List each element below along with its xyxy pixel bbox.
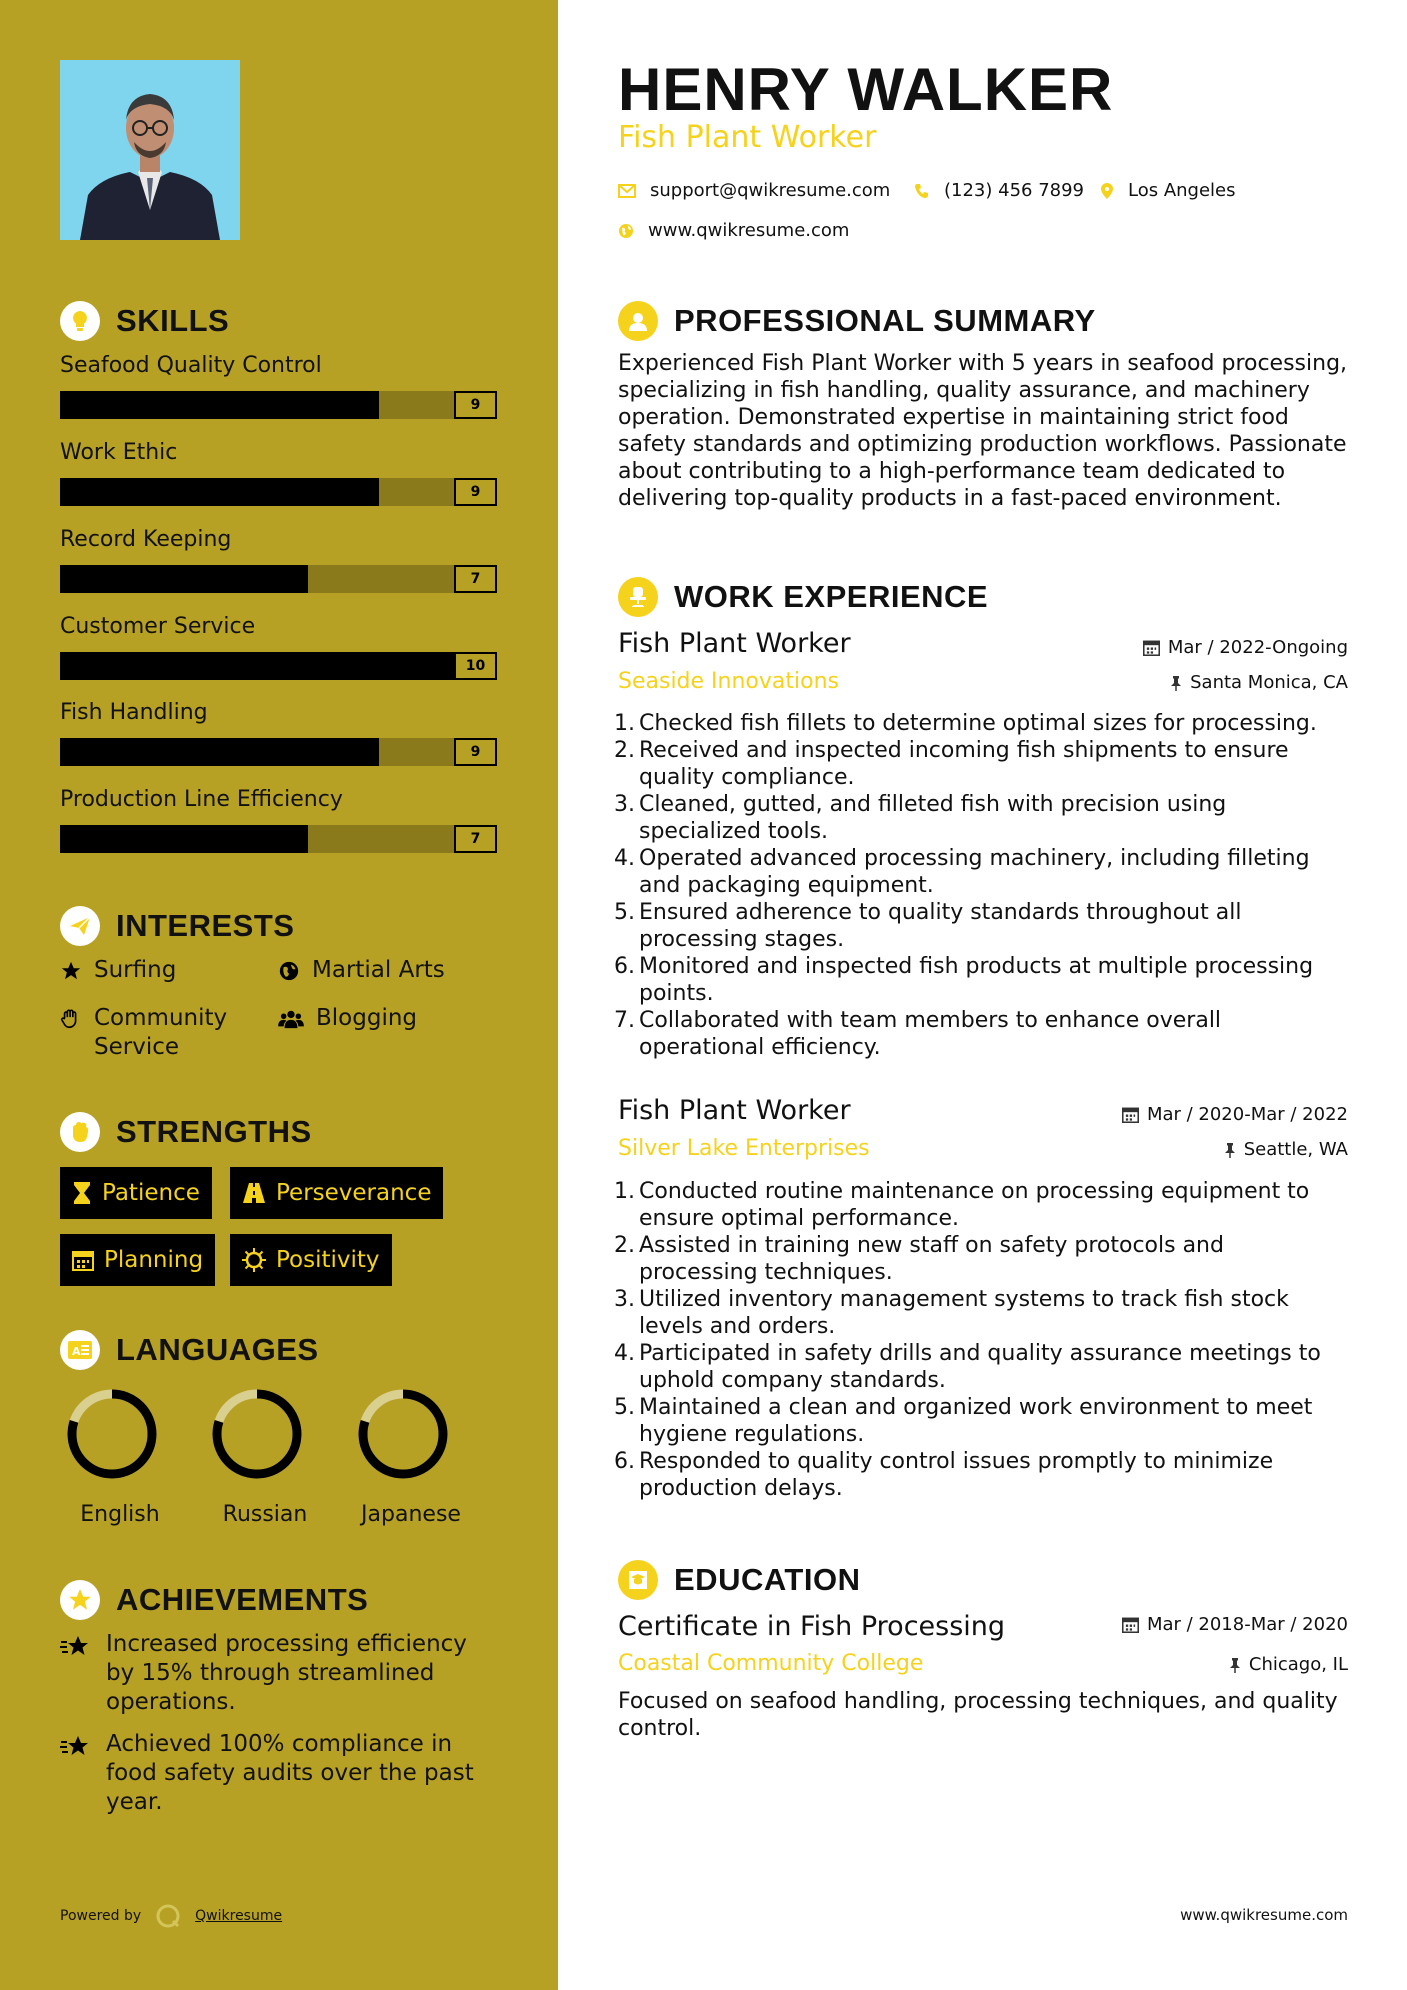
job-company: Silver Lake Enterprises bbox=[618, 1136, 870, 1161]
profile-photo bbox=[60, 60, 240, 240]
bullet-text: Received and inspected incoming fish shipments to ensure quality compliance. bbox=[639, 738, 1289, 790]
website-text[interactable]: www.qwikresume.com bbox=[648, 220, 850, 241]
skills-heading bbox=[60, 301, 229, 341]
skill-bar-fill bbox=[60, 825, 308, 853]
skill-bar bbox=[60, 825, 497, 853]
bullet-text: Operated advanced processing machinery, including filleting and packaging equipment. bbox=[639, 846, 1310, 898]
candidate-name: HENRY WALKER bbox=[618, 56, 1114, 123]
education-degree: Certificate in Fish Processing bbox=[618, 1611, 1006, 1642]
skill-level: 7 bbox=[454, 565, 497, 593]
language-label-english: English bbox=[80, 1502, 160, 1527]
skill-level: 7 bbox=[454, 825, 497, 853]
bullet-text: Utilized inventory management systems to track fish stock levels and orders. bbox=[639, 1287, 1289, 1339]
strength-patience bbox=[60, 1167, 212, 1219]
bullet-text: Maintained a clean and organized work environment to meet hygiene regulations. bbox=[639, 1395, 1313, 1447]
interests-heading bbox=[60, 906, 294, 946]
education-school: Coastal Community College bbox=[618, 1651, 924, 1676]
office-chair-icon bbox=[618, 577, 658, 617]
job-bullet-list bbox=[610, 1178, 1340, 1502]
job-location-text: Santa Monica, CA bbox=[1190, 672, 1348, 693]
bullet-text: Collaborated with team members to enhance overall operational efficiency. bbox=[639, 1008, 1222, 1060]
interest-label: Community Service bbox=[94, 1005, 228, 1060]
skill-bar-fill bbox=[60, 738, 379, 766]
svg-text:A: A bbox=[72, 1345, 81, 1358]
skill-bar-fill bbox=[60, 391, 379, 419]
bullet-text: Cleaned, gutted, and filleted fish with precision using specialized tools. bbox=[639, 792, 1227, 844]
contact-website bbox=[618, 220, 849, 241]
job-bullet bbox=[610, 791, 1340, 845]
skill-level: 10 bbox=[454, 652, 497, 680]
experience-heading bbox=[618, 577, 988, 617]
job-bullet bbox=[610, 953, 1340, 1007]
interests-title: INTERESTS bbox=[116, 908, 295, 943]
bullet-number: 3. bbox=[614, 1287, 635, 1312]
pushpin-icon bbox=[1224, 1142, 1236, 1158]
strength-label: Planning bbox=[104, 1247, 204, 1273]
email-text[interactable]: support@qwikresume.com bbox=[650, 180, 891, 201]
hourglass-icon bbox=[72, 1181, 92, 1205]
interest-surfing bbox=[60, 956, 176, 985]
user-icon bbox=[618, 301, 658, 341]
bullet-number: 4. bbox=[614, 846, 635, 871]
education-description: Focused on seafood handling, processing techniques, and quality control. bbox=[618, 1689, 1338, 1741]
calendar-icon bbox=[1122, 1616, 1139, 1633]
interest-blogging bbox=[278, 1004, 417, 1033]
fist-icon bbox=[60, 1112, 100, 1152]
language-card-icon bbox=[60, 1330, 100, 1370]
qwikresume-logo-icon bbox=[155, 1903, 181, 1929]
education-dates-text: Mar / 2018-Mar / 2020 bbox=[1146, 1614, 1348, 1635]
education-location-text: Chicago, IL bbox=[1248, 1654, 1348, 1675]
skill-name: Customer Service bbox=[60, 614, 256, 639]
bullet-number: 3. bbox=[614, 792, 635, 817]
skill-name: Production Line Efficiency bbox=[60, 787, 343, 812]
strength-label: Patience bbox=[102, 1180, 200, 1206]
bullet-text: Assisted in training new staff on safety protocols and processing techniques. bbox=[639, 1233, 1224, 1285]
contact-location bbox=[1100, 180, 1236, 201]
bullet-number: 1. bbox=[614, 1179, 635, 1204]
bullet-text: Ensured adherence to quality standards throughout all processing stages. bbox=[639, 900, 1242, 952]
job-bullet bbox=[610, 737, 1340, 791]
bullet-number: 2. bbox=[614, 738, 635, 763]
skill-bar bbox=[60, 478, 497, 506]
skill-bar-fill bbox=[60, 565, 308, 593]
lightbulb-icon bbox=[60, 301, 100, 341]
job-dates-text: Mar / 2020-Mar / 2022 bbox=[1146, 1104, 1348, 1125]
interest-label: Surfing bbox=[94, 957, 177, 983]
calendar-icon bbox=[1143, 639, 1160, 656]
job-bullet bbox=[610, 1232, 1340, 1286]
job-company: Seaside Innovations bbox=[618, 669, 839, 694]
language-label-japanese: Japanese bbox=[361, 1502, 461, 1527]
strength-planning bbox=[60, 1234, 215, 1286]
interest-label: Blogging bbox=[316, 1005, 418, 1031]
strengths-title: STRENGTHS bbox=[116, 1114, 312, 1149]
bullet-number: 6. bbox=[614, 1449, 635, 1474]
skill-bar bbox=[60, 652, 497, 680]
job-bullet bbox=[610, 1340, 1340, 1394]
education-heading bbox=[618, 1560, 860, 1600]
job-bullet bbox=[610, 845, 1340, 899]
interest-community-service bbox=[60, 1004, 260, 1062]
graduate-icon bbox=[618, 1560, 658, 1600]
summary-title: PROFESSIONAL SUMMARY bbox=[674, 303, 1096, 338]
bullet-text: Responded to quality control issues promptly to minimize production delays. bbox=[639, 1449, 1274, 1501]
bullet-number: 4. bbox=[614, 1341, 635, 1366]
star-icon bbox=[60, 960, 82, 982]
interest-label: Martial Arts bbox=[312, 957, 445, 983]
skill-bar bbox=[60, 391, 497, 419]
paper-plane-icon bbox=[60, 906, 100, 946]
job-bullet bbox=[610, 1007, 1340, 1061]
person-portrait-icon bbox=[60, 60, 240, 240]
shooting-star-icon bbox=[60, 1734, 92, 1760]
languages-heading bbox=[60, 1330, 319, 1370]
globe-icon bbox=[618, 223, 634, 239]
bullet-number: 1. bbox=[614, 711, 635, 736]
job-location bbox=[1170, 672, 1348, 693]
achievement-text: Achieved 100% compliance in food safety audits over the past year. bbox=[106, 1731, 474, 1815]
bullet-text: Conducted routine maintenance on processing equipment to ensure optimal performance. bbox=[639, 1179, 1310, 1231]
strength-label: Perseverance bbox=[276, 1180, 432, 1206]
bullet-text: Participated in safety drills and quality assurance meetings to uphold company standards. bbox=[639, 1341, 1321, 1393]
skill-level: 9 bbox=[454, 738, 497, 766]
location-text: Los Angeles bbox=[1128, 180, 1236, 201]
job-location bbox=[1224, 1139, 1348, 1160]
star-badge-icon bbox=[60, 1580, 100, 1620]
powered-by bbox=[60, 1903, 282, 1929]
education-title: EDUCATION bbox=[674, 1562, 861, 1597]
envelope-icon bbox=[618, 184, 636, 198]
job-title: Fish Plant Worker bbox=[618, 628, 851, 659]
language-donut bbox=[355, 1386, 451, 1482]
skill-level: 9 bbox=[454, 391, 497, 419]
experience-title: WORK EXPERIENCE bbox=[674, 579, 989, 614]
job-bullet bbox=[610, 899, 1340, 953]
job-bullet bbox=[610, 1394, 1340, 1448]
education-dates bbox=[1122, 1614, 1348, 1635]
language-donut bbox=[64, 1386, 160, 1482]
achievement-item bbox=[60, 1630, 500, 1717]
job-bullet bbox=[610, 1448, 1340, 1502]
skill-name: Work Ethic bbox=[60, 440, 178, 465]
footer-url[interactable]: www.qwikresume.com bbox=[1180, 1906, 1348, 1924]
job-bullet bbox=[610, 1286, 1340, 1340]
skill-bar-fill bbox=[60, 652, 454, 680]
bullet-number: 7. bbox=[614, 1008, 635, 1033]
job-bullet bbox=[610, 710, 1340, 737]
sidebar bbox=[0, 0, 558, 1990]
achievement-text: Increased processing efficiency by 15% through streamlined operations. bbox=[106, 1631, 467, 1715]
candidate-role: Fish Plant Worker bbox=[618, 120, 877, 155]
job-location-text: Seattle, WA bbox=[1243, 1139, 1348, 1160]
job-title: Fish Plant Worker bbox=[618, 1095, 851, 1126]
skill-bar bbox=[60, 565, 497, 593]
job-bullet-list bbox=[610, 710, 1340, 1061]
skill-level: 9 bbox=[454, 478, 497, 506]
strength-label: Positivity bbox=[276, 1247, 380, 1273]
powered-by-label: Powered by bbox=[60, 1908, 142, 1924]
skill-bar-fill bbox=[60, 478, 379, 506]
skill-name: Seafood Quality Control bbox=[60, 353, 322, 378]
strengths-heading bbox=[60, 1112, 312, 1152]
language-donut-center bbox=[370, 1401, 436, 1467]
road-icon bbox=[242, 1182, 266, 1204]
calendar-icon bbox=[1122, 1106, 1139, 1123]
strength-positivity bbox=[230, 1234, 392, 1286]
language-donut-center bbox=[224, 1401, 290, 1467]
contact-phone bbox=[914, 180, 1084, 201]
sun-icon bbox=[242, 1248, 266, 1272]
bullet-number: 5. bbox=[614, 1395, 635, 1420]
calendar-icon bbox=[72, 1249, 94, 1271]
pushpin-icon bbox=[1170, 675, 1182, 691]
achievement-item bbox=[60, 1730, 500, 1817]
map-pin-icon bbox=[1100, 182, 1114, 200]
globe-icon bbox=[278, 960, 300, 982]
education-location bbox=[1229, 1654, 1348, 1675]
bullet-number: 6. bbox=[614, 954, 635, 979]
job-dates bbox=[1122, 1104, 1348, 1125]
achievements-title: ACHIEVEMENTS bbox=[116, 1582, 369, 1617]
languages-title: LANGUAGES bbox=[116, 1332, 319, 1367]
language-donut bbox=[209, 1386, 305, 1482]
skill-bar bbox=[60, 738, 497, 766]
phone-icon bbox=[914, 183, 930, 199]
language-label-russian: Russian bbox=[222, 1502, 308, 1527]
shooting-star-icon bbox=[60, 1634, 92, 1660]
phone-text[interactable]: (123) 456 7899 bbox=[944, 180, 1085, 201]
bullet-text: Checked fish fillets to determine optimal sizes for processing. bbox=[639, 711, 1317, 736]
summary-text: Experienced Fish Plant Worker with 5 years in seafood processing, specializing in fish handling, quality assurance, and machinery operation. Demonstrated expertise in maintaining strict food safety standards and optimizing production workflows. Passionate about contributing to a high-performance team dedicated to delivering top-quality products in a fast-paced environment. bbox=[618, 351, 1348, 511]
pushpin-icon bbox=[1229, 1657, 1241, 1673]
bullet-number: 5. bbox=[614, 900, 635, 925]
job-dates bbox=[1143, 637, 1348, 658]
skill-name: Record Keeping bbox=[60, 527, 232, 552]
achievements-heading bbox=[60, 1580, 368, 1620]
job-bullet bbox=[610, 1178, 1340, 1232]
job-dates-text: Mar / 2022-Ongoing bbox=[1167, 637, 1348, 658]
strength-perseverance bbox=[230, 1167, 443, 1219]
skills-title: SKILLS bbox=[116, 303, 230, 338]
skill-name: Fish Handling bbox=[60, 700, 208, 725]
interest-martial-arts bbox=[278, 956, 445, 985]
summary-heading bbox=[618, 301, 1096, 341]
users-icon bbox=[278, 1008, 304, 1030]
contact-email bbox=[618, 180, 890, 201]
bullet-number: 2. bbox=[614, 1233, 635, 1258]
bullet-text: Monitored and inspected fish products at multiple processing points. bbox=[639, 954, 1314, 1006]
powered-by-link[interactable]: Qwikresume bbox=[195, 1908, 283, 1924]
language-donut-center bbox=[79, 1401, 145, 1467]
hand-icon bbox=[60, 1008, 82, 1030]
